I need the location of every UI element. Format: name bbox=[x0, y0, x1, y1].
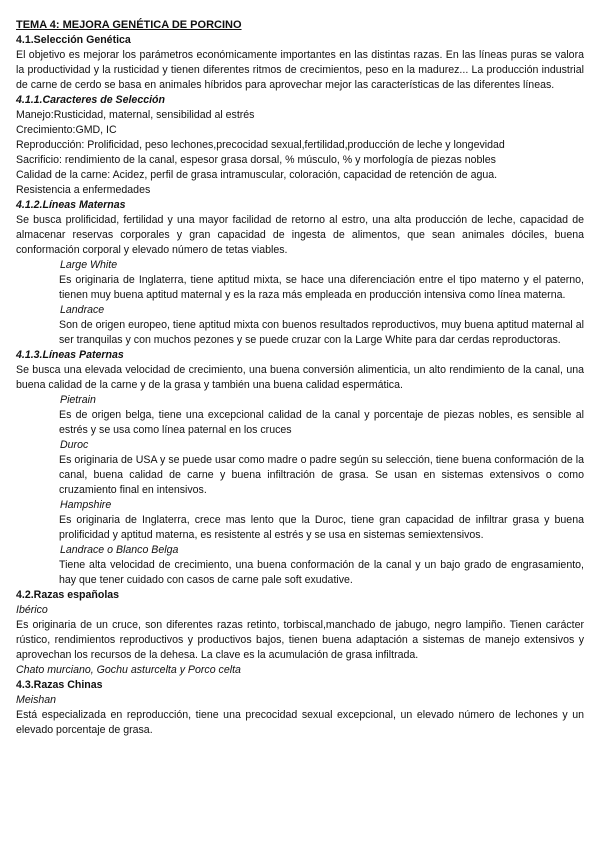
list-item: Reproducción: Prolificidad, peso lechones,precocidad sexual,fertilidad,producción de leche y longevidad bbox=[16, 139, 505, 151]
paragraph: Está especializada en reproducción, tiene una precocidad sexual excepcional, un elevado número de lechones y un elevado porcentaje de grasa. bbox=[16, 709, 584, 736]
breed-name: Ibérico bbox=[16, 604, 48, 616]
section-heading-4-1-3: 4.1.3.Líneas Paternas bbox=[16, 349, 124, 361]
breed-name: Hampshire bbox=[60, 499, 112, 511]
breed-description: Tiene alta velocidad de crecimiento, una buena conformación de la canal y un bajo grado de engrasamiento, hay que tener cuidado con casos de carne pale soft exudative. bbox=[59, 559, 584, 586]
breed-name: Landrace o Blanco Belga bbox=[60, 544, 179, 556]
breed-name: Pietrain bbox=[60, 394, 96, 406]
paragraph: Se busca prolificidad, fertilidad y una mayor facilidad de retorno al estro, una alta producción de leche, capacidad de almacenar reservas corporales y gran capacidad de ingesta de alimentos, que sean animales dóciles, buena conformación corporal y elevado número de tetas viables. bbox=[16, 214, 584, 256]
breed-name: Meishan bbox=[16, 694, 57, 706]
list-item: Calidad de la carne: Acidez, perfil de grasa intramuscular, coloración, capacidad de retención de agua. bbox=[16, 169, 498, 181]
list-item: Manejo:Rusticidad, maternal, sensibilidad al estrés bbox=[16, 109, 255, 121]
other-breeds: Chato murciano, Gochu asturcelta y Porco celta bbox=[16, 664, 241, 676]
document-title: TEMA 4: MEJORA GENÉTICA DE PORCINO bbox=[16, 19, 242, 31]
paragraph: Es originaria de un cruce, son diferentes razas retinto, torbiscal,manchado de jabugo, negro lampiño. Tienen carácter rústico, rendimientos reproductivos y productivos bajos, tienen buena adaptación a sistemas de manejo extensivos y aprovechan los recursos de la dehesa. La clave es la acumulación de grasa infiltrada. bbox=[16, 619, 584, 661]
breed-description: Es originaria de Inglaterra, crece mas lento que la Duroc, tiene gran capacidad de infiltrar grasa y buena prolificidad y aptitud materna, es resistente al estrés y se usa en sistemas semiextensivos. bbox=[59, 514, 584, 541]
breed-description: Es originaria de USA y se puede usar como madre o padre según su selección, tiene buena conformación de la canal, buena calidad de carne y buena infiltración de grasa. Se usan en sistemas extensivos o como cruzamiento final en intensivos. bbox=[59, 454, 584, 496]
section-heading-4-2: 4.2.Razas españolas bbox=[16, 589, 120, 601]
paragraph: Se busca una elevada velocidad de crecimiento, una buena conversión alimenticia, un alto rendimiento de la canal, una buena calidad de la carne y de la grasa y también una buena calidad espermática. bbox=[16, 364, 584, 391]
section-heading-4-3: 4.3.Razas Chinas bbox=[16, 679, 103, 691]
breed-name: Large White bbox=[60, 259, 118, 271]
breed-name: Duroc bbox=[60, 439, 89, 451]
list-item: Resistencia a enfermedades bbox=[16, 184, 151, 196]
section-heading-4-1: 4.1.Selección Genética bbox=[16, 34, 131, 46]
list-item: Sacrificio: rendimiento de la canal, espesor grasa dorsal, % músculo, % y morfología de piezas nobles bbox=[16, 154, 496, 166]
breed-name: Landrace bbox=[60, 304, 105, 316]
paragraph: El objetivo es mejorar los parámetros económicamente importantes en las distintas razas. En las líneas puras se valora la productividad y la rusticidad y tienen diferentes ritmos de crecimientos, peso en la madurez... La producción industrial de carne de cerdo se basa en animales híbridos para aprovechar mejor las características de las diferentes líneas. bbox=[16, 49, 584, 91]
breed-description: Es de origen belga, tiene una excepcional calidad de la canal y porcentaje de piezas nobles, es sensible al estrés y se usa como línea paternal en los cruces bbox=[59, 409, 584, 436]
breed-description: Son de origen europeo, tiene aptitud mixta con buenos resultados reproductivos, muy buena aptitud maternal al ser tranquilas y con muchos pezones y se puede cruzar con la Large White para dar cerdas reproductoras. bbox=[59, 319, 584, 346]
section-heading-4-1-2: 4.1.2.Líneas Maternas bbox=[16, 199, 126, 211]
section-heading-4-1-1: 4.1.1.Caracteres de Selección bbox=[16, 94, 165, 106]
list-item: Crecimiento:GMD, IC bbox=[16, 124, 117, 136]
breed-description: Es originaria de Inglaterra, tiene aptitud mixta, se hace una diferenciación entre el tipo materno y el paterno, tienen muy buena aptitud maternal y es la raza más empleada en producción intensiva como línea materna. bbox=[59, 274, 584, 301]
